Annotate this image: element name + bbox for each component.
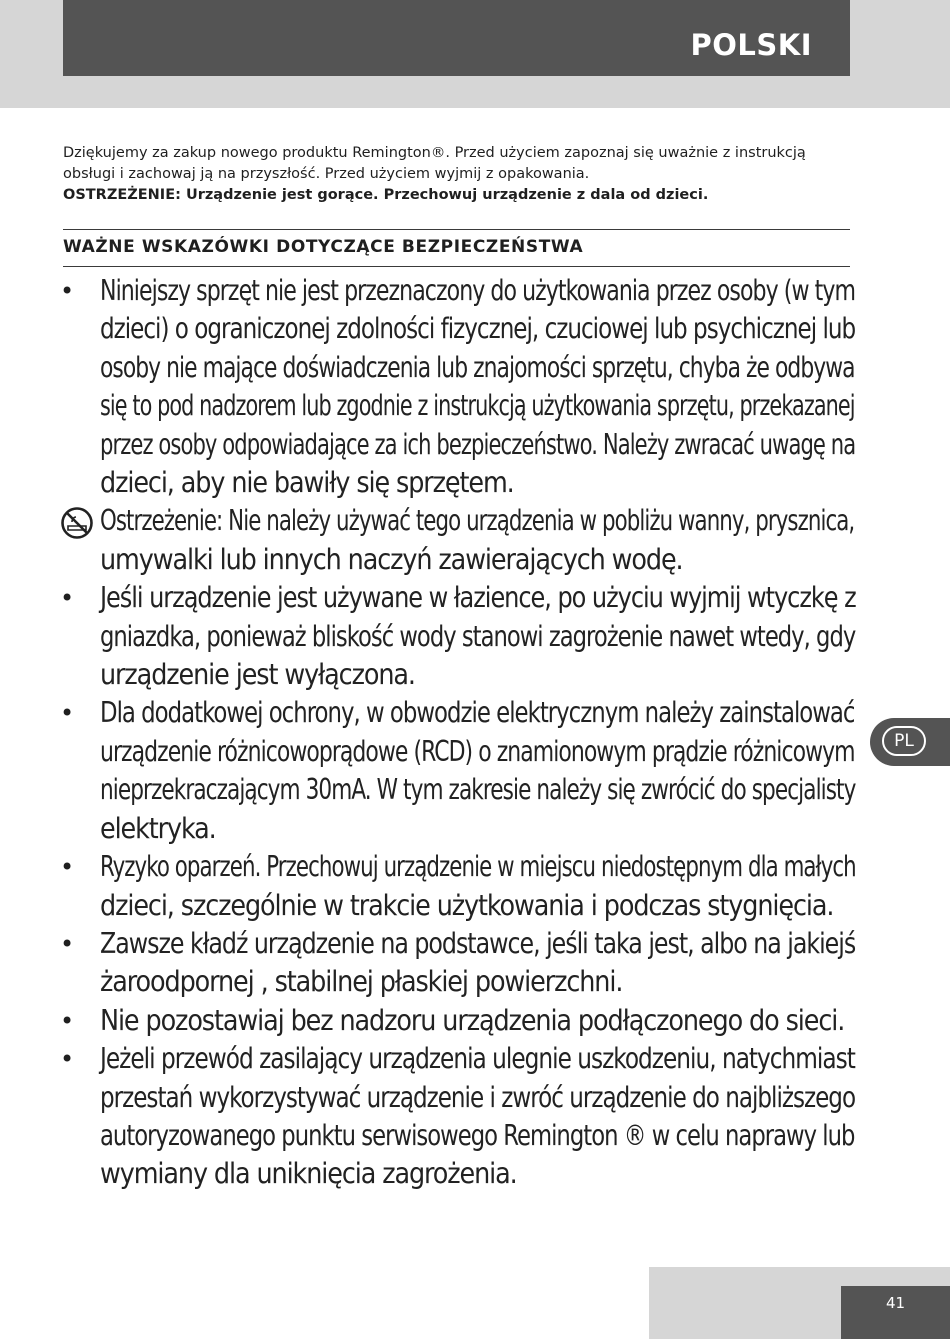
item-line: Jeśli urządzenie jest używane w łazience, po użyciu wyjmij wtyczkę z [100, 581, 856, 615]
item-line: się to pod nadzorem lub zgodnie z instrukcją użytkowania sprzętu, przekazanej [100, 389, 855, 423]
list-item [60, 502, 860, 579]
item-line: Jeżeli przewód zasilający urządzenia ulegnie uszkodzeniu, natychmiast [100, 1042, 855, 1076]
list-item [60, 1040, 860, 1194]
item-line: Nie pozostawiaj bez nadzoru urządzenia podłączonego do sieci. [100, 1003, 845, 1037]
list-item [60, 848, 860, 925]
item-line: przestań wykorzystywać urządzenie i zwróć urządzenie do najbliższego [100, 1080, 856, 1114]
section-rule-bottom [63, 266, 850, 267]
page-title: POLSKI [690, 28, 812, 62]
list-item [60, 1002, 860, 1040]
bullet: • [60, 277, 75, 305]
intro-line: Dziękujemy za zakup nowego produktu Remington®. Przed użyciem zapoznaj się uważnie z instrukcją [63, 145, 806, 161]
item-line: autoryzowanego punktu serwisowego Remington ® w celu naprawy lub [100, 1118, 855, 1152]
item-line: Niniejszy sprzęt nie jest przeznaczony do użytkowania przez osoby (w tym [100, 274, 856, 307]
item-line: żaroodpornej , stabilnej płaskiej powierzchni. [100, 965, 623, 999]
no-water-warning-icon [60, 506, 94, 540]
item-line: dzieci, szczególnie w trakcie użytkowania i podczas stygnięcia. [100, 888, 834, 922]
item-line: gniazdka, ponieważ bliskość wody stanowi zagrożenie nawet wtedy, gdy [100, 619, 856, 653]
section-rule-top [63, 229, 850, 230]
safety-list [60, 272, 860, 1194]
item-line: urządzenie różnicowoprądowe (RCD) o znamionowym prądzie różnicowym [100, 734, 855, 768]
bullet: • [60, 929, 75, 958]
item-line: dzieci) o ograniczonej zdolności fizycznej, czuciowej lub psychicznej lub [100, 312, 856, 346]
list-item [60, 925, 860, 1002]
item-line: Ryzyko oparzeń. Przechowuj urządzenie w miejscu niedostępnym dla małych [100, 850, 856, 884]
page-number: 41 [885, 1294, 906, 1312]
header-bar [63, 0, 850, 76]
bullet: • [60, 584, 75, 613]
bullet: • [60, 853, 75, 882]
item-line: umywalki lub innych naczyń zawierających wodę. [100, 542, 683, 576]
bullet: • [60, 1006, 75, 1035]
item-line: elektryka. [100, 811, 216, 845]
item-line: wymiany dla uniknięcia zagrożenia. [100, 1157, 517, 1191]
bullet: • [60, 699, 75, 728]
intro-warning: OSTRZEŻENIE: Urządzenie jest gorące. Przechowuj urządzenie z dala od dzieci. [63, 187, 709, 203]
language-tab [870, 718, 950, 766]
item-line: przez osoby odpowiadające za ich bezpieczeństwo. Należy zwracać uwagę na [100, 427, 856, 461]
item-line: Ostrzeżenie: Nie należy używać tego urządzenia w pobliżu wanny, prysznica, [100, 504, 855, 538]
page-number-box [841, 1286, 950, 1339]
item-line: nieprzekraczającym 30mA. W tym zakresie należy się zwrócić do specjalisty [100, 773, 856, 807]
bullet: • [60, 1045, 75, 1074]
list-item [60, 579, 860, 694]
intro-paragraph [63, 143, 853, 206]
list-item [60, 272, 860, 502]
language-badge: PL [882, 726, 926, 756]
item-line: urządzenie jest wyłączona. [100, 658, 415, 692]
section-title: WAŻNE WSKAZÓWKI DOTYCZĄCE BEZPIECZEŃSTWA [63, 237, 584, 257]
item-line: Zawsze kładź urządzenie na podstawce, jeśli taka jest, albo na jakiejś [100, 926, 856, 960]
list-item [60, 694, 860, 848]
item-line: dzieci, aby nie bawiły się sprzętem. [100, 466, 514, 500]
item-line: osoby nie mające doświadczenia lub znajomości sprzętu, chyba że odbywa [100, 350, 855, 384]
intro-line: obsługi i zachowaj ją na przyszłość. Przed użyciem wyjmij z opakowania. [63, 166, 590, 182]
item-line: Dla dodatkowej ochrony, w obwodzie elektrycznym należy zainstalować [100, 696, 855, 730]
